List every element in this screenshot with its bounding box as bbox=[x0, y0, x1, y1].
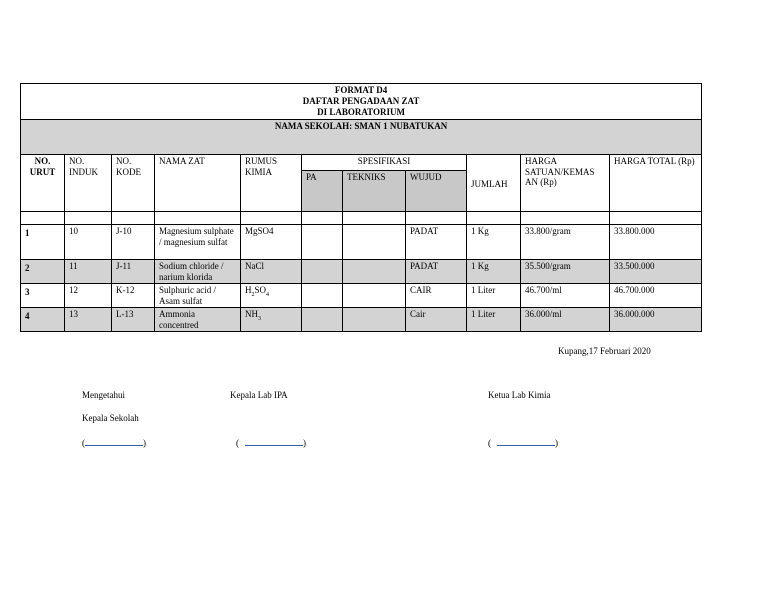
formula-subscript: 2 bbox=[251, 291, 255, 298]
cell-tekniks bbox=[343, 284, 406, 308]
cell-no: 1 bbox=[21, 225, 65, 260]
cell-no: 2 bbox=[21, 260, 65, 284]
cell-kode: J-11 bbox=[112, 260, 155, 284]
cell-harga-satuan: 33.800/gram bbox=[521, 225, 610, 260]
header-rumus-kimia: RUMUS KIMIA bbox=[241, 155, 302, 212]
cell-rumus bbox=[241, 284, 302, 308]
cell-jumlah: 1 Kg bbox=[467, 260, 521, 284]
place-date: Kupang,17 Februari 2020 bbox=[558, 346, 651, 356]
cell-pa bbox=[302, 225, 343, 260]
close-paren: ) bbox=[303, 438, 306, 448]
signature-line-kepala-lab bbox=[236, 436, 306, 448]
signature-blank bbox=[245, 436, 303, 446]
cell-rumus: NaCl bbox=[241, 260, 302, 284]
cell-wujud: PADAT bbox=[406, 225, 467, 260]
close-paren: ) bbox=[143, 438, 146, 448]
header-jumlah: JUMLAH bbox=[467, 155, 521, 212]
cell-jumlah: 1 Liter bbox=[467, 284, 521, 308]
cell-rumus: MgSO4 bbox=[241, 225, 302, 260]
table-row bbox=[21, 225, 702, 260]
cell-nama: Ammonia concentred bbox=[155, 308, 241, 332]
formula-subscript: 4 bbox=[266, 291, 270, 298]
cell-jumlah: 1 Liter bbox=[467, 308, 521, 332]
open-paren: ( bbox=[236, 438, 239, 448]
cell-pa bbox=[302, 284, 343, 308]
close-paren: ) bbox=[555, 438, 558, 448]
cell-tekniks bbox=[343, 260, 406, 284]
header-tekniks: TEKNIKS bbox=[343, 171, 406, 212]
header-harga-satuan: HARGA SATUAN/KEMAS AN (Rp) bbox=[521, 155, 610, 212]
header-spesifikasi: SPESIFIKASI bbox=[302, 155, 467, 171]
header-no-induk: NO. INDUK bbox=[65, 155, 112, 212]
signature-label-kepala-sekolah: Kepala Sekolah bbox=[82, 413, 139, 423]
cell-nama: Sulphuric acid / Asam sulfat bbox=[155, 284, 241, 308]
formula-part: H bbox=[245, 285, 252, 295]
cell-no: 4 bbox=[21, 308, 65, 332]
table-row bbox=[21, 308, 702, 332]
cell-harga-total: 33.800.000 bbox=[610, 225, 702, 260]
header-no-kode: NO. KODE bbox=[112, 155, 155, 212]
header-wujud: WUJUD bbox=[406, 171, 467, 212]
cell-no: 3 bbox=[21, 284, 65, 308]
procurement-table bbox=[20, 83, 702, 332]
cell-induk: 10 bbox=[65, 225, 112, 260]
formula-part: NH bbox=[245, 309, 258, 319]
cell-pa bbox=[302, 260, 343, 284]
open-paren: ( bbox=[488, 438, 491, 448]
signature-blank bbox=[85, 436, 143, 446]
cell-wujud: CAIR bbox=[406, 284, 467, 308]
open-paren: ( bbox=[82, 438, 85, 448]
cell-nama: Magnesium sulphate / magnesium sulfat bbox=[155, 225, 241, 260]
school-name: NAMA SEKOLAH: SMAN 1 NUBATUKAN bbox=[21, 120, 702, 155]
cell-rumus bbox=[241, 308, 302, 332]
signature-line-ketua-lab bbox=[488, 436, 558, 448]
header-no-urut: NO. URUT bbox=[21, 155, 65, 212]
cell-harga-satuan: 36.000/ml bbox=[521, 308, 610, 332]
cell-harga-satuan: 35.500/gram bbox=[521, 260, 610, 284]
signature-label-kepala-lab: Kepala Lab IPA bbox=[230, 390, 288, 400]
document-title bbox=[21, 84, 702, 120]
cell-harga-total: 36.000.000 bbox=[610, 308, 702, 332]
cell-harga-satuan: 46.700/ml bbox=[521, 284, 610, 308]
signature-line-kepala-sekolah bbox=[82, 436, 146, 448]
cell-harga-total: 46.700.000 bbox=[610, 284, 702, 308]
cell-wujud: PADAT bbox=[406, 260, 467, 284]
cell-pa bbox=[302, 308, 343, 332]
title-line-3: DI LABORATORIUM bbox=[317, 107, 406, 117]
signature-label-mengetahui: Mengetahui bbox=[82, 390, 125, 400]
title-line-1: FORMAT D4 bbox=[334, 85, 388, 95]
formula-subscript: 3 bbox=[258, 315, 261, 322]
formula-part: SO bbox=[254, 285, 267, 295]
cell-tekniks bbox=[343, 225, 406, 260]
header-harga-total: HARGA TOTAL (Rp) bbox=[610, 155, 702, 212]
header-nama-zat: NAMA ZAT bbox=[155, 155, 241, 212]
cell-harga-total: 33.500.000 bbox=[610, 260, 702, 284]
header-pa: PA bbox=[302, 171, 343, 212]
cell-wujud: Cair bbox=[406, 308, 467, 332]
cell-kode: L-13 bbox=[112, 308, 155, 332]
table-row bbox=[21, 284, 702, 308]
cell-tekniks bbox=[343, 308, 406, 332]
cell-jumlah: 1 Kg bbox=[467, 225, 521, 260]
signature-blank bbox=[497, 436, 555, 446]
signature-label-ketua-lab: Ketua Lab Kimia bbox=[488, 390, 551, 400]
cell-induk: 11 bbox=[65, 260, 112, 284]
cell-kode: J-10 bbox=[112, 225, 155, 260]
cell-induk: 13 bbox=[65, 308, 112, 332]
cell-kode: K-12 bbox=[112, 284, 155, 308]
cell-induk: 12 bbox=[65, 284, 112, 308]
title-line-2: DAFTAR PENGADAAN ZAT bbox=[302, 96, 420, 106]
cell-nama: Sodium chloride / narium klorida bbox=[155, 260, 241, 284]
table-row bbox=[21, 260, 702, 284]
